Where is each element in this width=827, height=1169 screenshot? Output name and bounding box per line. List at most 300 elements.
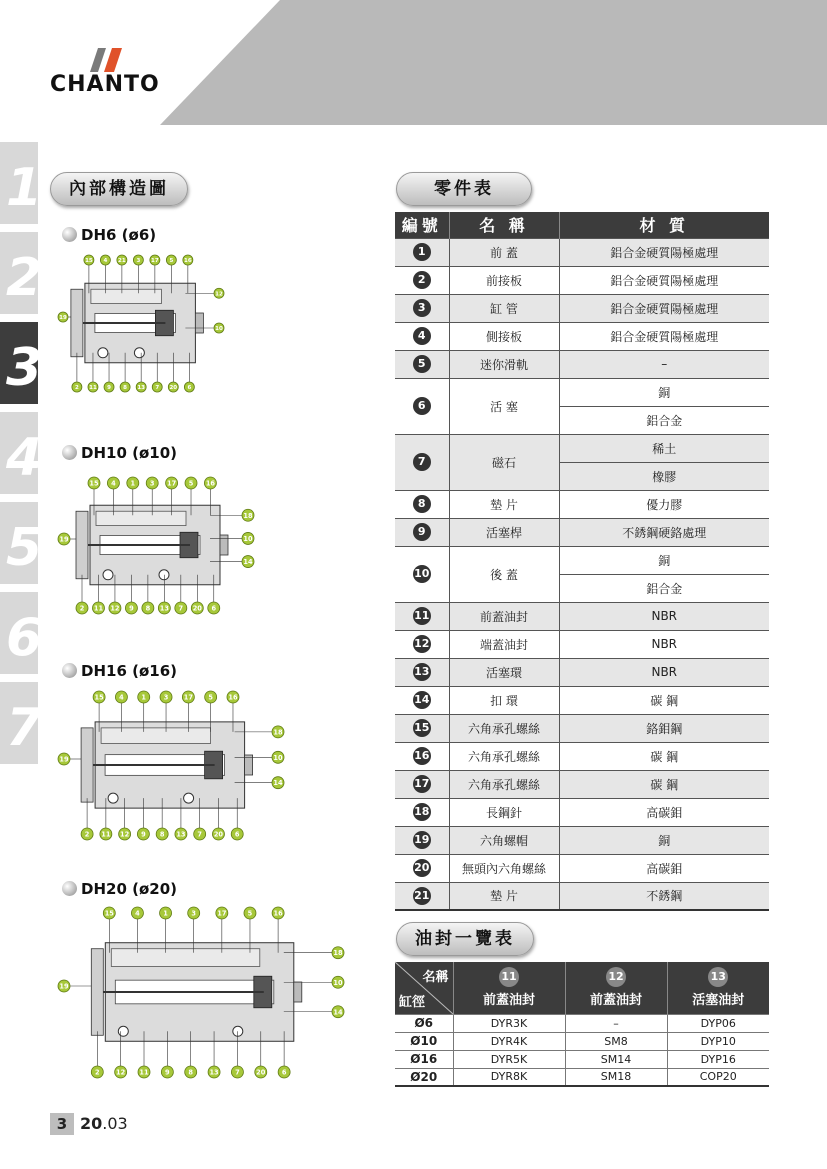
callout-number: 13 xyxy=(159,604,169,613)
diagram-dh20 xyxy=(56,904,346,1080)
callout-badge xyxy=(72,382,82,392)
callout-number: 3 xyxy=(191,909,196,918)
part-material-cell: 碳 鋼 xyxy=(559,742,769,770)
model-title-dh20: DH20 (ø20) xyxy=(62,880,177,898)
seal-value-cell: DYP06 xyxy=(667,1014,769,1032)
callout-number: 20 xyxy=(169,385,178,392)
callout-number: 10 xyxy=(243,534,253,543)
parts-row xyxy=(395,854,769,882)
part-number-badge: 14 xyxy=(413,691,431,709)
parts-row xyxy=(395,630,769,658)
callout-number: 11 xyxy=(101,830,111,839)
bullet-icon xyxy=(62,663,77,678)
callout-badge xyxy=(272,751,284,763)
part-name-cell: 六角承孔螺絲 xyxy=(449,770,559,798)
callout-badge xyxy=(76,602,88,614)
callout-number: 3 xyxy=(136,258,141,265)
seal-value-cell: SM8 xyxy=(565,1032,667,1050)
parts-row xyxy=(395,826,769,854)
callout-number: 2 xyxy=(95,1068,100,1077)
rear-cover xyxy=(294,982,302,1002)
part-number-badge: 9 xyxy=(413,523,431,541)
callout-number: 19 xyxy=(59,535,69,544)
callout-number: 3 xyxy=(149,479,155,488)
callout-badge xyxy=(115,691,127,703)
callout-number: 10 xyxy=(215,326,223,333)
callout-badge xyxy=(242,509,254,521)
part-material-cell: 橡膠 xyxy=(559,462,769,490)
part-number-cell xyxy=(395,742,449,770)
parts-row xyxy=(395,350,769,378)
callout-badge xyxy=(212,828,224,840)
callout-badge xyxy=(208,1066,220,1078)
part-name-cell: 前 蓋 xyxy=(449,238,559,266)
part-number-badge: 13 xyxy=(413,663,431,681)
part-material-cell: 鋁合金硬質陽極處理 xyxy=(559,238,769,266)
part-number-cell xyxy=(395,686,449,714)
callout-badge xyxy=(58,312,68,322)
seal-heading: 油封一覽表 xyxy=(396,922,534,956)
part-number-badge: 10 xyxy=(413,565,431,583)
callout-badge xyxy=(332,1006,344,1018)
parts-table xyxy=(395,212,769,911)
parts-row xyxy=(395,658,769,686)
part-number-cell xyxy=(395,602,449,630)
port-hole xyxy=(134,348,144,358)
callout-number: 1 xyxy=(130,479,136,488)
callout-badge xyxy=(91,1066,103,1078)
callout-badge xyxy=(152,382,162,392)
part-material-cell: 不銹鋼硬鉻處理 xyxy=(559,518,769,546)
structure-heading: 內部構造圖 xyxy=(50,172,188,206)
part-name-cell: 活 塞 xyxy=(449,378,559,434)
model-title-dh6: DH6 (ø6) xyxy=(62,226,156,244)
col-header-no: 編號 xyxy=(395,212,449,238)
callout-number: 8 xyxy=(159,830,165,839)
callout-badge xyxy=(125,602,137,614)
callout-badge xyxy=(119,828,131,840)
callout-badge xyxy=(194,828,206,840)
part-material-cell: 碳 鋼 xyxy=(559,686,769,714)
callout-number: 16 xyxy=(205,479,216,488)
callout-number: 17 xyxy=(151,258,159,265)
part-name-cell: 前接板 xyxy=(449,266,559,294)
callout-number: 9 xyxy=(129,604,134,613)
callout-badge xyxy=(58,753,70,765)
slide-rail xyxy=(101,728,211,744)
part-material-cell: 稀土 xyxy=(559,434,769,462)
parts-heading: 零件表 xyxy=(396,172,532,206)
part-material-cell: 銅 xyxy=(559,546,769,574)
chapter-tab-1[interactable]: 1 xyxy=(0,142,38,228)
part-material-cell: 鋁合金 xyxy=(559,406,769,434)
callout-number: 7 xyxy=(197,830,202,839)
part-material-cell: 高碳鉬 xyxy=(559,854,769,882)
callout-badge xyxy=(133,255,143,265)
part-number-cell xyxy=(395,546,449,602)
parts-row xyxy=(395,378,769,406)
part-number-badge: 15 xyxy=(413,719,431,737)
callout-number: 14 xyxy=(273,779,283,788)
parts-row xyxy=(395,434,769,462)
part-number-badge: 19 xyxy=(413,831,431,849)
chapter-tab-6[interactable]: 6 xyxy=(0,592,38,678)
callout-number: 8 xyxy=(123,385,128,392)
callout-badge xyxy=(208,602,220,614)
callout-number: 18 xyxy=(243,511,253,520)
callout-badge xyxy=(166,255,176,265)
callout-number: 14 xyxy=(333,1008,343,1017)
callout-number: 5 xyxy=(247,909,253,918)
seal-col-12: 12 前蓋油封 xyxy=(565,962,667,1014)
callout-number: 19 xyxy=(59,315,67,322)
callout-number: 18 xyxy=(333,949,343,958)
callout-number: 16 xyxy=(273,909,283,918)
callout-badge xyxy=(93,691,105,703)
callout-number: 1 xyxy=(163,909,168,918)
callout-number: 11 xyxy=(139,1068,149,1077)
callout-number: 3 xyxy=(163,693,169,702)
callout-badge xyxy=(136,382,146,392)
callout-badge xyxy=(214,288,224,298)
part-name-cell: 六角承孔螺絲 xyxy=(449,742,559,770)
callout-badge xyxy=(150,255,160,265)
part-number-cell xyxy=(395,518,449,546)
callout-badge xyxy=(205,691,217,703)
callout-badge xyxy=(244,907,256,919)
callout-badge xyxy=(227,691,239,703)
seal-col-13: 13 活塞油封 xyxy=(667,962,769,1014)
callout-badge xyxy=(185,1066,197,1078)
seal-value-cell: SM18 xyxy=(565,1068,667,1086)
callout-number: 8 xyxy=(145,604,151,613)
callout-number: 20 xyxy=(192,604,202,613)
part-number-badge: 8 xyxy=(413,495,431,513)
part-number-badge: 5 xyxy=(413,355,431,373)
callout-number: 9 xyxy=(141,830,146,839)
callout-badge xyxy=(156,828,168,840)
seal-header-row xyxy=(395,962,769,1014)
bullet-icon xyxy=(62,445,77,460)
callout-badge xyxy=(109,602,121,614)
part-number-badge: 21 xyxy=(413,887,431,905)
parts-row xyxy=(395,490,769,518)
part-number-cell xyxy=(395,658,449,686)
slide-rail xyxy=(111,949,259,967)
brand-name: CHANTO xyxy=(50,72,160,97)
chapter-tab-3[interactable]: 3 xyxy=(0,322,38,408)
callout-badge xyxy=(58,533,70,545)
part-number-badge: 3 xyxy=(413,299,431,317)
part-number-cell xyxy=(395,294,449,322)
chapter-tab-2[interactable]: 2 xyxy=(0,232,38,318)
front-plate xyxy=(91,949,103,1036)
col-header-material: 材 質 xyxy=(559,212,769,238)
callout-badge xyxy=(146,477,158,489)
parts-row xyxy=(395,602,769,630)
part-number-badge: 7 xyxy=(413,453,431,471)
slide-rail xyxy=(96,511,186,525)
part-number-cell xyxy=(395,238,449,266)
callout-badge xyxy=(120,382,130,392)
part-material-cell: 鋁合金硬質陽極處理 xyxy=(559,266,769,294)
callout-badge xyxy=(272,726,284,738)
callout-badge xyxy=(107,477,119,489)
callout-number: 9 xyxy=(165,1068,170,1077)
callout-badge xyxy=(272,907,284,919)
callout-number: 21 xyxy=(118,258,126,265)
callout-badge xyxy=(58,980,70,992)
slide-rail xyxy=(91,289,161,303)
part-name-cell: 長鋼針 xyxy=(449,798,559,826)
part-number-cell xyxy=(395,826,449,854)
callout-number: 2 xyxy=(84,830,90,839)
callout-badge xyxy=(138,691,150,703)
part-number-badge: 11 xyxy=(499,967,519,987)
part-material-cell: 鉻鉬鋼 xyxy=(559,714,769,742)
part-name-cell: 六角承孔螺絲 xyxy=(449,714,559,742)
callout-number: 13 xyxy=(176,830,186,839)
part-number-cell xyxy=(395,434,449,490)
parts-row xyxy=(395,322,769,350)
part-material-cell: – xyxy=(559,350,769,378)
callout-number: 12 xyxy=(215,291,223,298)
callout-number: 15 xyxy=(85,258,93,265)
part-name-cell: 活塞桿 xyxy=(449,518,559,546)
parts-row xyxy=(395,518,769,546)
part-material-cell: 高碳鉬 xyxy=(559,798,769,826)
callout-number: 17 xyxy=(183,693,193,702)
callout-number: 10 xyxy=(333,978,343,987)
part-name-cell: 扣 環 xyxy=(449,686,559,714)
callout-badge xyxy=(138,1066,150,1078)
seal-row xyxy=(395,1014,769,1032)
seal-row xyxy=(395,1032,769,1050)
callout-badge xyxy=(216,907,228,919)
callout-number: 4 xyxy=(119,693,124,702)
callout-number: 17 xyxy=(217,909,227,918)
callout-badge xyxy=(166,477,178,489)
parts-row xyxy=(395,686,769,714)
callout-number: 6 xyxy=(187,385,192,392)
callout-number: 6 xyxy=(281,1068,287,1077)
bore-cell: Ø16 xyxy=(395,1050,453,1068)
part-number-cell xyxy=(395,350,449,378)
part-material-cell: 鋁合金 xyxy=(559,574,769,602)
seal-value-cell: SM14 xyxy=(565,1050,667,1068)
callout-number: 19 xyxy=(59,755,69,764)
part-number-cell xyxy=(395,882,449,910)
port-hole xyxy=(103,570,113,580)
bullet-icon xyxy=(62,227,77,242)
bore-cell: Ø20 xyxy=(395,1068,453,1086)
callout-badge xyxy=(160,691,172,703)
seal-value-cell: COP20 xyxy=(667,1068,769,1086)
callout-number: 7 xyxy=(235,1068,240,1077)
callout-number: 14 xyxy=(243,558,253,567)
diagram-dh16 xyxy=(56,688,286,842)
callout-badge xyxy=(175,602,187,614)
callout-number: 4 xyxy=(135,909,140,918)
callout-number: 13 xyxy=(137,385,145,392)
callout-badge xyxy=(204,477,216,489)
port-hole xyxy=(233,1026,243,1036)
front-plate xyxy=(81,728,93,802)
callout-badge xyxy=(168,382,178,392)
part-name-cell: 迷你滑軌 xyxy=(449,350,559,378)
callout-number: 17 xyxy=(167,479,177,488)
parts-row xyxy=(395,294,769,322)
port-hole xyxy=(98,348,108,358)
part-material-cell: 銅 xyxy=(559,378,769,406)
callout-badge xyxy=(158,602,170,614)
part-material-cell: NBR xyxy=(559,630,769,658)
callout-number: 5 xyxy=(169,258,174,265)
callout-badge xyxy=(115,1066,127,1078)
callout-number: 6 xyxy=(234,830,240,839)
callout-badge xyxy=(214,323,224,333)
callout-number: 12 xyxy=(120,830,130,839)
front-plate xyxy=(71,289,83,357)
model-title-dh10: DH10 (ø10) xyxy=(62,444,177,462)
rear-cover xyxy=(220,535,228,555)
callout-number: 7 xyxy=(155,385,160,392)
callout-badge xyxy=(161,1066,173,1078)
bore-cell: Ø10 xyxy=(395,1032,453,1050)
part-number-cell xyxy=(395,322,449,350)
seal-corner-cell xyxy=(395,962,453,1014)
callout-badge xyxy=(278,1066,290,1078)
callout-badge xyxy=(92,602,104,614)
callout-badge xyxy=(88,382,98,392)
callout-number: 20 xyxy=(213,830,224,839)
callout-number: 15 xyxy=(104,909,114,918)
part-number-cell xyxy=(395,714,449,742)
part-name-cell: 墊 片 xyxy=(449,490,559,518)
seal-value-cell: DYR8K xyxy=(453,1068,565,1086)
page-number: 20.03 xyxy=(80,1114,128,1133)
callout-number: 7 xyxy=(178,604,184,613)
diagram-dh6 xyxy=(56,252,226,394)
callout-number: 6 xyxy=(211,604,217,613)
callout-badge xyxy=(191,602,203,614)
callout-badge xyxy=(117,255,127,265)
callout-number: 12 xyxy=(110,604,120,613)
bore-cell: Ø6 xyxy=(395,1014,453,1032)
callout-badge xyxy=(184,382,194,392)
callout-number: 18 xyxy=(273,728,283,737)
part-number-cell xyxy=(395,378,449,434)
seal-value-cell: DYR5K xyxy=(453,1050,565,1068)
rear-cover xyxy=(195,313,203,333)
parts-row xyxy=(395,238,769,266)
callout-badge xyxy=(88,477,100,489)
callout-badge xyxy=(188,907,200,919)
part-number-badge: 2 xyxy=(413,271,431,289)
seal-col-11: 11 前蓋油封 xyxy=(453,962,565,1014)
bullet-icon xyxy=(62,881,77,896)
port-hole xyxy=(184,793,194,803)
callout-number: 2 xyxy=(79,604,85,613)
callout-badge xyxy=(185,477,197,489)
parts-row xyxy=(395,714,769,742)
callout-number: 4 xyxy=(111,479,116,488)
chapter-tab-7[interactable]: 7 xyxy=(0,682,38,768)
callout-number: 19 xyxy=(59,982,69,991)
part-number-cell xyxy=(395,770,449,798)
part-number-badge: 4 xyxy=(413,327,431,345)
callout-number: 5 xyxy=(188,479,194,488)
part-name-cell: 無頭內六角螺絲 xyxy=(449,854,559,882)
callout-number: 1 xyxy=(141,693,147,702)
part-number-cell xyxy=(395,854,449,882)
port-hole xyxy=(108,793,118,803)
part-name-cell: 六角螺帽 xyxy=(449,826,559,854)
part-number-badge: 16 xyxy=(413,747,431,765)
part-number-badge: 12 xyxy=(413,635,431,653)
callout-badge xyxy=(100,828,112,840)
callout-badge xyxy=(231,828,243,840)
part-material-cell: NBR xyxy=(559,602,769,630)
callout-badge xyxy=(160,907,172,919)
callout-number: 11 xyxy=(89,385,97,392)
chapter-badge: 3 xyxy=(50,1113,74,1135)
callout-number: 9 xyxy=(107,385,111,392)
callout-number: 11 xyxy=(93,604,104,613)
callout-badge xyxy=(84,255,94,265)
brand-logo-icon xyxy=(84,46,128,72)
part-name-cell: 前蓋油封 xyxy=(449,602,559,630)
callout-number: 20 xyxy=(256,1068,266,1077)
chapter-tab-4[interactable]: 4 xyxy=(0,412,38,498)
callout-badge xyxy=(103,907,115,919)
part-material-cell: 銅 xyxy=(559,826,769,854)
callout-badge xyxy=(242,556,254,568)
callout-badge xyxy=(231,1066,243,1078)
callout-number: 2 xyxy=(74,385,79,392)
part-number-badge: 1 xyxy=(413,243,431,261)
callout-badge xyxy=(242,532,254,544)
callout-number: 10 xyxy=(273,753,283,762)
part-material-cell: NBR xyxy=(559,658,769,686)
seal-row xyxy=(395,1050,769,1068)
part-number-badge: 6 xyxy=(413,397,431,415)
callout-badge xyxy=(142,602,154,614)
callout-badge xyxy=(182,691,194,703)
callout-badge xyxy=(255,1066,267,1078)
part-number-cell xyxy=(395,630,449,658)
part-number-badge: 20 xyxy=(413,859,431,877)
callout-number: 8 xyxy=(188,1068,194,1077)
seal-value-cell: DYP16 xyxy=(667,1050,769,1068)
part-material-cell: 鋁合金硬質陽極處理 xyxy=(559,322,769,350)
part-number-badge: 17 xyxy=(413,775,431,793)
seal-corner-top: 名稱 xyxy=(422,970,449,985)
part-material-cell: 鋁合金硬質陽極處理 xyxy=(559,294,769,322)
seal-value-cell: – xyxy=(565,1014,667,1032)
part-name-cell: 缸 管 xyxy=(449,294,559,322)
parts-row xyxy=(395,742,769,770)
callout-badge xyxy=(183,255,193,265)
callout-badge xyxy=(332,976,344,988)
part-number-badge: 11 xyxy=(413,607,431,625)
port-hole xyxy=(159,570,169,580)
part-name-cell: 磁石 xyxy=(449,434,559,490)
parts-row xyxy=(395,266,769,294)
callout-badge xyxy=(104,382,114,392)
chapter-tab-5[interactable]: 5 xyxy=(0,502,38,588)
rear-cover xyxy=(245,755,253,775)
